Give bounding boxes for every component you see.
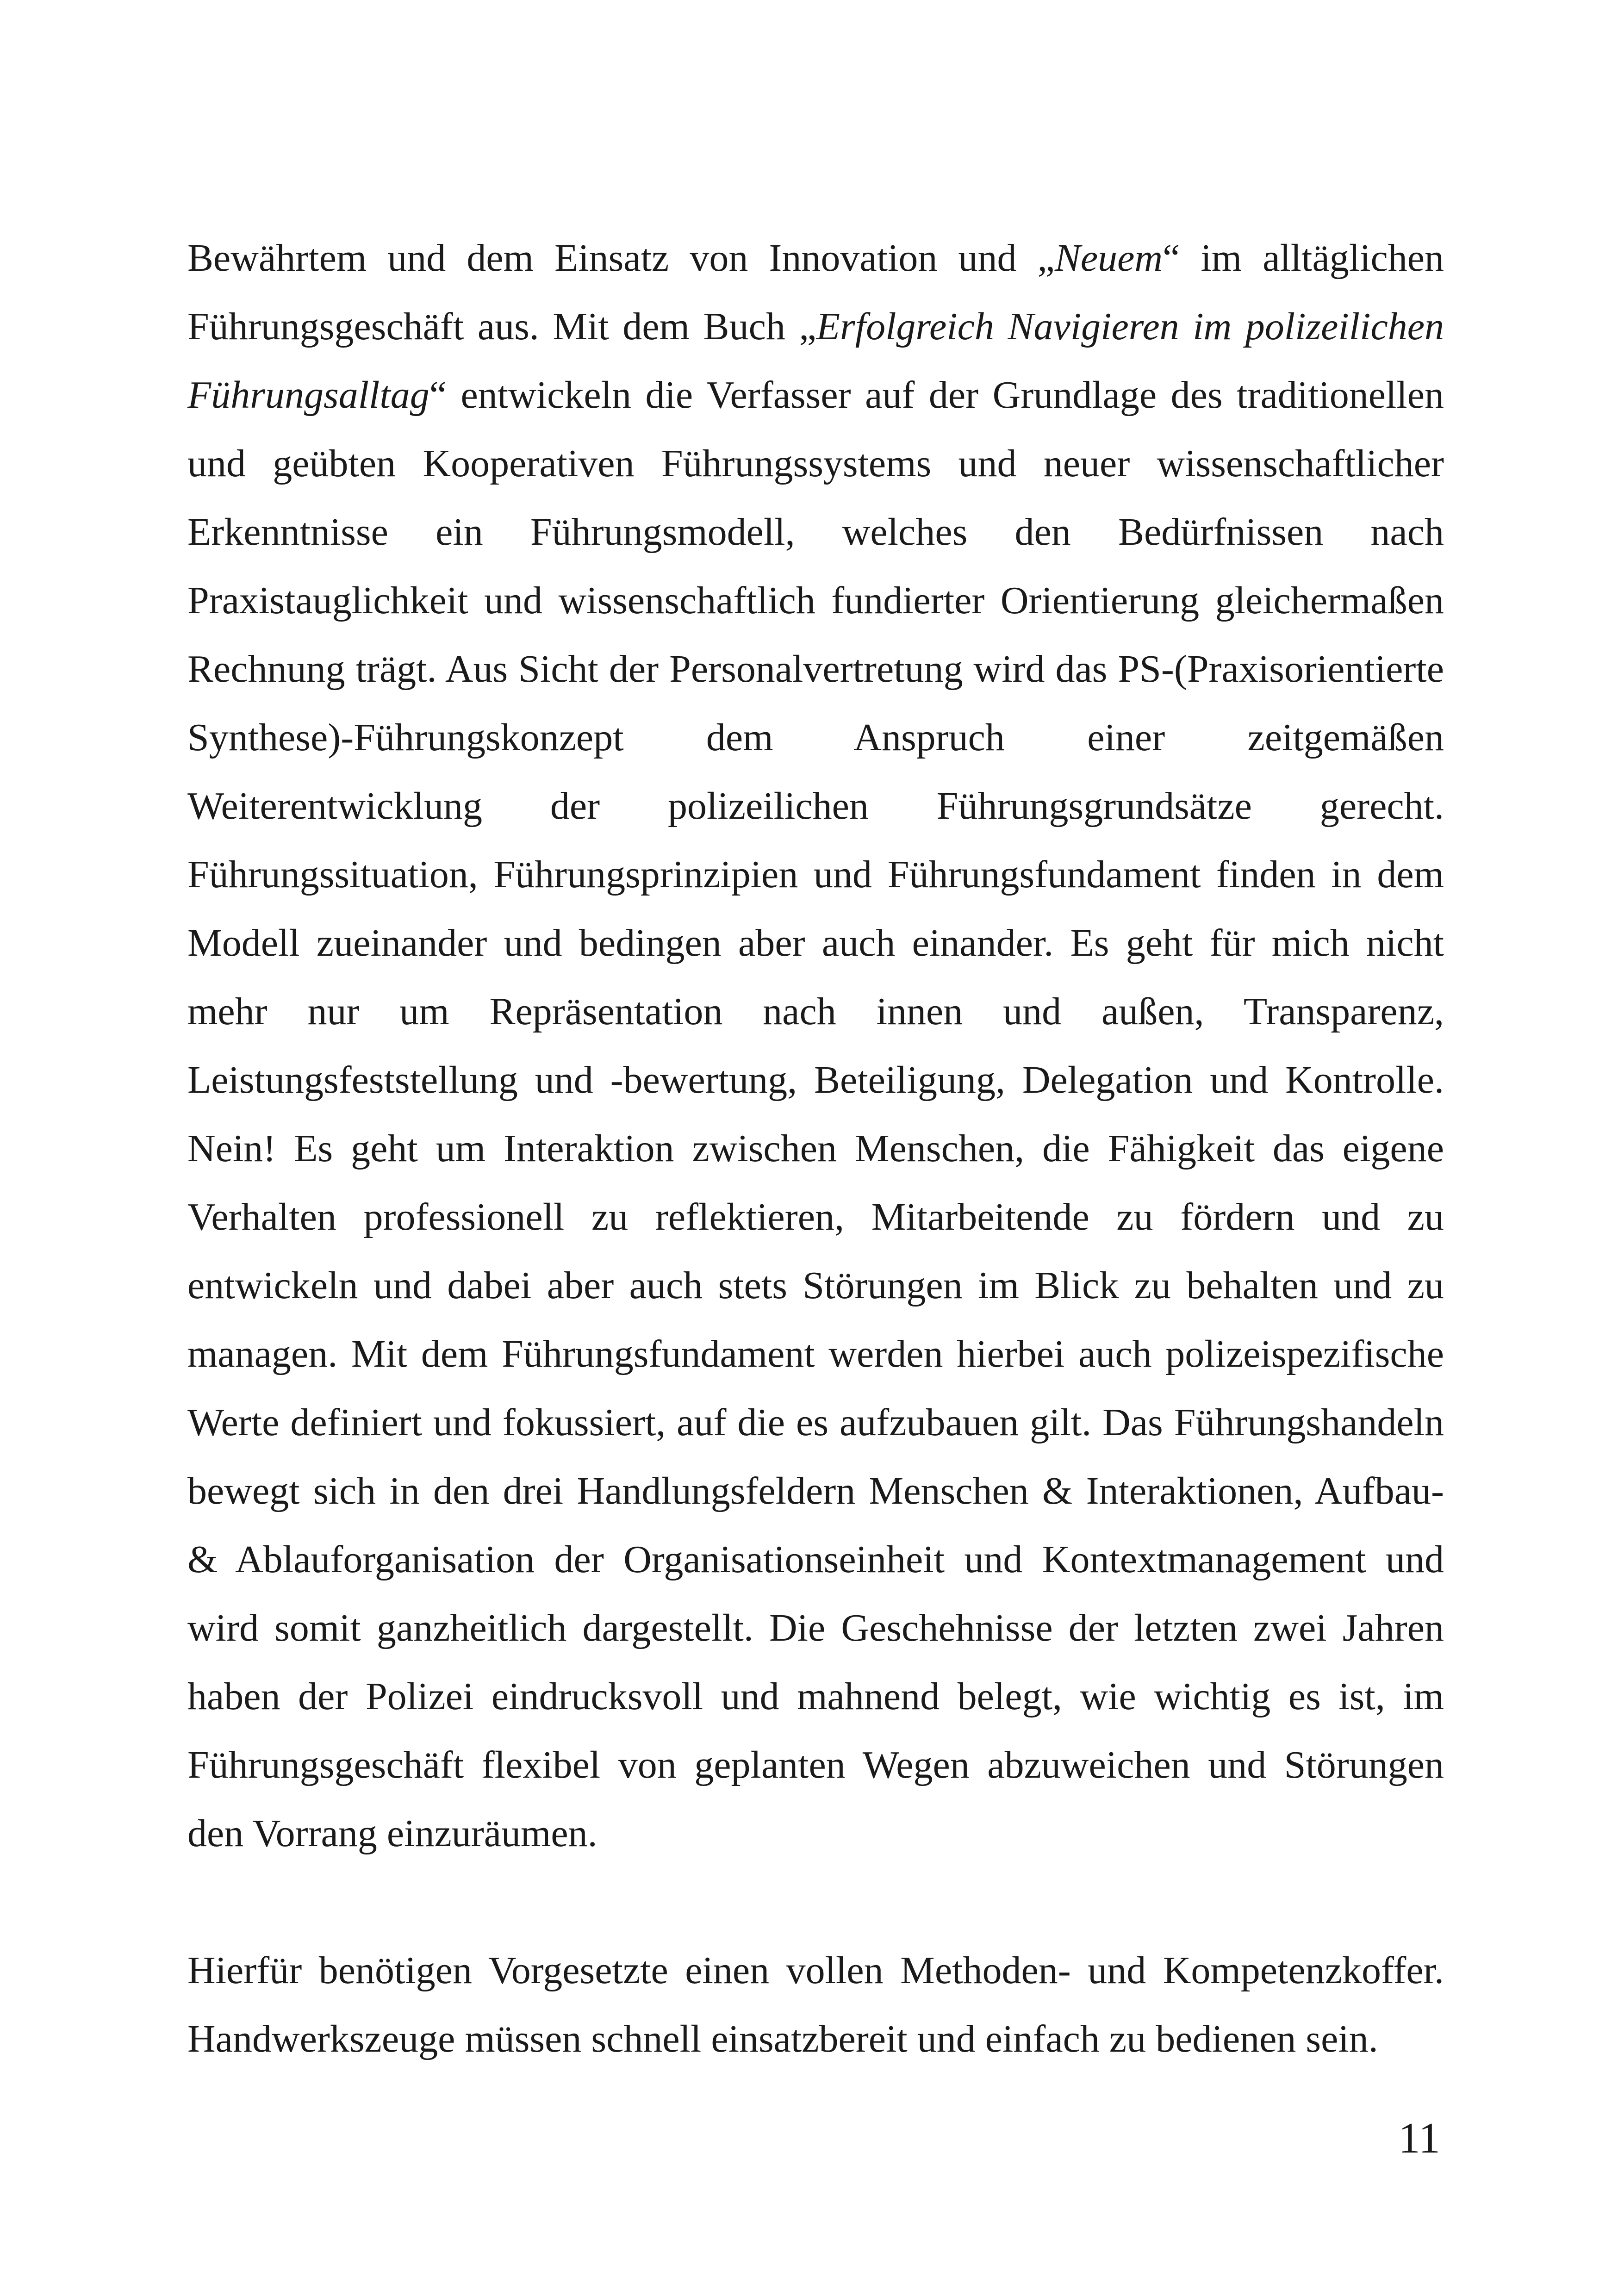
- emphasis-neuem: Neuem: [1054, 236, 1163, 280]
- body-text: [187, 224, 1444, 2073]
- paragraph-1-text-c: “ entwickeln die Verfasser auf der Grundlage des traditionellen und geübten Kooperativen Führungssystems und neuer wissenschaftlicher Erkenntnisse ein Führungsmodell, welches den Bedürfnissen nach Praxistauglichkeit und wissenschaftlich fundierter Orientierung gleichermaßen Rechnung trägt. Aus Sicht der Personalvertretung wird das PS-(Praxisorientierte Synthese)-Führungskonzept dem Anspruch einer zeitgemäßen Weiterentwicklung der polizeilichen Führungsgrundsätze gerecht. Führungssituation, Führungsprinzipien und Führungsfundament finden in dem Modell zueinander und bedingen aber auch einander. Es geht für mich nicht mehr nur um Repräsentation nach innen und außen, Transparenz, Leistungsfeststellung und -bewertung, Beteiligung, Delegation und Kontrolle. Nein! Es geht um Interaktion zwischen Menschen, die Fähigkeit das eigene Verhalten professionell zu reflektieren, Mitarbeitende zu fördern und zu entwickeln und dabei aber auch stets Störungen im Blick zu behalten und zu managen. Mit dem Führungsfundament werden hierbei auch polizeispezifische Werte definiert und fokussiert, auf die es aufzubauen gilt. Das Führungshandeln bewegt sich in den drei Handlungsfeldern Menschen & Interaktionen, Aufbau- & Ablauforganisation der Organisationseinheit und Kontextmanagement und wird somit ganzheitlich dargestellt. Die Geschehnisse der letzten zwei Jahren haben der Polizei eindrucksvoll und mahnend belegt, wie wichtig es ist, im Führungsgeschäft flexibel von geplanten Wegen abzuweichen und Störungen den Vorrang einzuräumen.: [187, 373, 1444, 1855]
- paragraph-1-text-b: “ im alltäglichen Führungsgeschäft aus. Mit dem Buch „: [187, 236, 1444, 348]
- paragraph-2: Hierfür benötigen Vorgesetzte einen vollen Methoden- und Kompetenzkoffer. Handwerkszeuge müssen schnell einsatzbereit und einfach zu bedienen sein.: [187, 1949, 1444, 2060]
- page-number: 11: [1398, 2114, 1440, 2162]
- paragraph-1: [187, 224, 1444, 1868]
- paragraph-1-text-a: Bewährtem und dem Einsatz von Innovation und „: [187, 236, 1055, 280]
- book-title: Erfolgreich Navigieren im polizeilichen Führungsalltag: [187, 305, 1444, 417]
